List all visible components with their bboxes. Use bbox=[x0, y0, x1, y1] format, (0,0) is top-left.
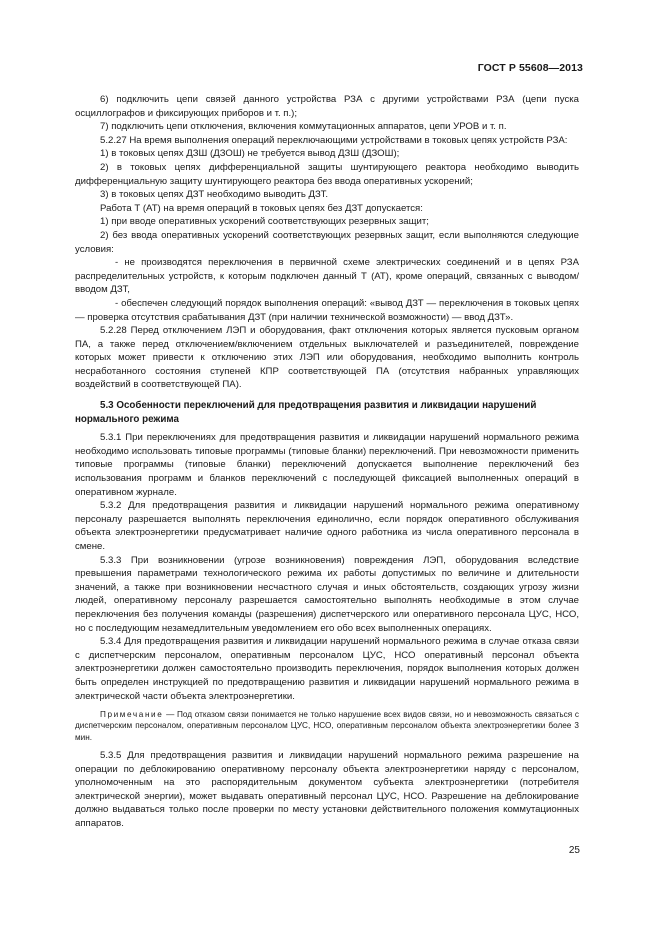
list-item: 2) без ввода оперативных ускорений соответствующих резервных защит, если выполняются следующие условия: bbox=[75, 229, 579, 255]
clause-5-2-28: 5.2.28 Перед отключением ЛЭП и оборудования, факт отключения которых является пусковым органом ПА, а также перед отключением/включением отдельных выключателей и разъединителей, повреждение которых может привести к отключению этих ЛЭП или оборудования, необходимо выполнить контроль несработанного состояния ступеней КПР соответствующей ПА (отсутствия набранных управляющих воздействий в соответствующей ПА). bbox=[75, 325, 579, 391]
list-item: 3) в токовых цепях ДЗТ необходимо выводить ДЗТ. bbox=[100, 189, 329, 201]
document-body bbox=[75, 93, 579, 831]
note-label: Примечание bbox=[100, 710, 164, 720]
clause-5-3-1: 5.3.1 При переключениях для предотвращения развития и ликвидации нарушений нормального режима необходимо использовать типовые программы (типовые бланки) переключений. При невозможности применить типовые программы (типовые бланки) переключений допускается выполнение переключений без использования программ и бланков переключений с последующей фиксацией выполненных операций в оперативном журнале. bbox=[75, 432, 579, 498]
condition-item: - обеспечен следующий порядок выполнения операций: «вывод ДЗТ — переключения в токовых цепях — проверка отсутствия срабатывания ДЗТ (при наличии технической возможности) — ввод ДЗТ». bbox=[75, 297, 579, 323]
standard-id-header: ГОСТ Р 55608—2013 bbox=[477, 62, 583, 74]
note bbox=[75, 709, 579, 743]
section-heading: 5.3 Особенности переключений для предотвращения развития и ликвидации нарушений нормального режима bbox=[75, 400, 537, 425]
list-item: 2) в токовых цепях дифференциальной защиты шунтирующего реактора необходимо выводить дифференциальную защиту шунтирующего реактора без ввода оперативных ускорений; bbox=[75, 161, 579, 187]
clause-5-3-4: 5.3.4 Для предотвращения развития и ликвидации нарушений нормального режима в случае отказа связи с диспетчерским персоналом, оперативным персоналом ЦУС, НСО оперативный персонал объекта электроэнергетики должен самостоятельно производить переключения, порядок выполнения которых должен быть определен инструкцией по предотвращению развития и ликвидации нарушений нормального режима в электрической части объекта электроэнергетики. bbox=[75, 636, 579, 702]
paragraph: Работа Т (АТ) на время операций в токовых цепях без ДЗТ допускается: bbox=[100, 202, 423, 214]
clause-5-3-2: 5.3.2 Для предотвращения развития и ликвидации нарушений нормального режима оперативному персоналу разрешается выполнять переключения единолично, если порядок оперативного обслуживания объекта электроэнергетики предусматривает наличие одного работника из числа оперативного персонала в смене. bbox=[75, 500, 579, 552]
list-item: 1) при вводе оперативных ускорений соответствующих резервных защит; bbox=[100, 216, 429, 228]
list-item: 7) подключить цепи отключения, включения коммутационных аппаратов, цепи УРОВ и т. п. bbox=[100, 121, 507, 133]
page-number: 25 bbox=[568, 845, 580, 856]
clause-5-3-3: 5.3.3 При возникновении (угрозе возникновения) повреждения ЛЭП, оборудования вследствие превышения параметрами технологического режима их работы допустимых по величине и длительности значений, а также при возникновении несчастного случая и иных обстоятельств, создающих угрозу жизни людей, оперативному персоналу разрешается самостоятельно выполнять необходимые в этом случае переключения без получения команды (разрешения) диспетчерского или оперативного персонала ЦУС, НСО, но с последующим незамедлительным уведомлением его обо всех выполненных операциях. bbox=[75, 554, 579, 634]
condition-item: - не производятся переключения в первичной схеме электрических соединений и в цепях РЗА распределительных устройств, к которым подключен данный Т (АТ), кроме операций, связанных с выводом/вводом ДЗТ, bbox=[75, 257, 579, 296]
clause-5-3-5: 5.3.5 Для предотвращения развития и ликвидации нарушений нормального режима разрешение на операции по деблокированию оперативному персоналу объекта электроэнергетики наряду с персоналом, уполномоченным на это распорядительным документом субъекта электроэнергетики (потребителя электрической энергии), может выдавать оперативный персонал ЦУС, НСО. Разрешение на деблокирование должно выдаваться только после проверки по месту установки действительного положения коммутационных аппаратов. bbox=[75, 750, 579, 829]
note-text: — Под отказом связи понимается не только нарушение всех видов связи, но и невозможность связаться с диспетчерским персоналом, оперативным персоналом ЦУС, НСО, оперативным персоналом объекта электроэнергетики более 3 мин. bbox=[75, 710, 579, 742]
clause-5-2-27: 5.2.27 На время выполнения операций переключающими устройствами в токовых цепях устройств РЗА: bbox=[100, 134, 568, 146]
list-item: 1) в токовых цепях ДЗШ (ДЗОШ) не требуется вывод ДЗШ (ДЗОШ); bbox=[100, 148, 400, 160]
list-item: 6) подключить цепи связей данного устройства РЗА с другими устройствами РЗА (цепи пуска осциллографов и фиксирующих приборов и т. п.); bbox=[75, 94, 579, 119]
